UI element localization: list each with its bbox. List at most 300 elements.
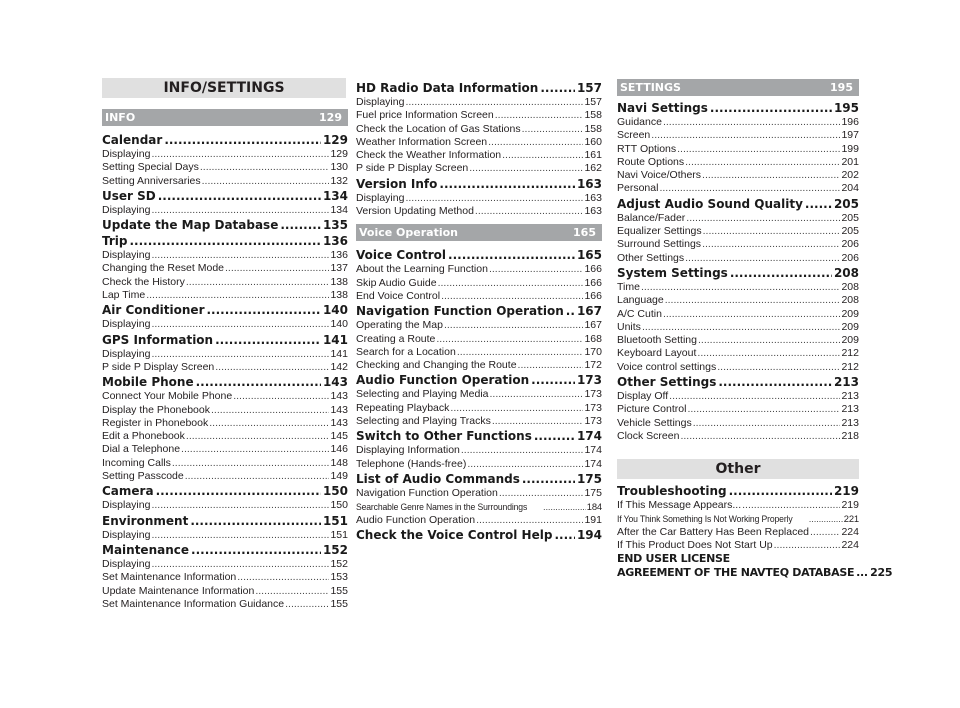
toc-chapter-heading[interactable] [356, 176, 602, 192]
toc-entry[interactable] [356, 123, 602, 136]
toc-entry-label: Checking and Changing the Route [356, 359, 517, 372]
leader-dots [151, 499, 329, 512]
toc-entry-label: Guidance [617, 116, 662, 128]
toc-page-number: 209 [841, 320, 859, 333]
leader-dots [190, 513, 321, 529]
toc-chapter-heading[interactable] [617, 483, 859, 499]
toc-entry[interactable] [617, 308, 859, 321]
toc-entry[interactable] [617, 390, 859, 403]
toc-page-number: 163 [584, 205, 602, 218]
toc-entry[interactable] [356, 319, 602, 332]
toc-entry-label: Other Settings [617, 251, 685, 264]
toc-chapter-heading[interactable] [356, 527, 602, 543]
toc-entry[interactable] [356, 263, 602, 276]
toc-page-number: 175 [576, 471, 602, 486]
toc-page-number: 174 [576, 429, 602, 444]
toc-chapter-heading[interactable] [102, 542, 348, 558]
toc-entry[interactable] [356, 346, 602, 359]
toc-page-number: 191 [584, 513, 602, 526]
leader-dots [202, 175, 330, 188]
toc-entry-label: Check the History [102, 275, 185, 288]
leader-dots [717, 361, 840, 374]
leader-dots [522, 471, 575, 487]
toc-column-left [102, 109, 348, 611]
toc-entry[interactable] [617, 361, 859, 374]
leader-dots [703, 225, 841, 238]
leader-dots [697, 347, 840, 360]
leader-dots [405, 96, 583, 109]
toc-entry[interactable] [356, 290, 602, 303]
toc-page-number: 221 [843, 513, 859, 525]
toc-page-number: 213 [841, 416, 859, 429]
toc-entry-label: Update Maintenance Information [102, 584, 255, 597]
toc-page-number: 196 [841, 116, 859, 128]
toc-entry[interactable] [617, 499, 859, 512]
leader-dots [151, 204, 329, 217]
toc-page-number: 158 [584, 122, 602, 135]
toc-entry[interactable] [356, 415, 602, 428]
toc-page-number: 165 [576, 248, 602, 263]
eula-line-2 [617, 566, 893, 580]
section-bar-label: INFO [105, 111, 136, 124]
toc-page-number: 160 [584, 135, 602, 148]
toc-entry[interactable] [356, 402, 602, 415]
toc-entry-label: End Voice Control [356, 289, 441, 302]
toc-page-number: 134 [330, 203, 348, 216]
toc-page-number: 140 [330, 318, 348, 331]
toc-chapter-heading[interactable] [102, 233, 348, 249]
toc-entry-label: Creating a Route [356, 332, 436, 345]
section-bar-voice-operation[interactable] [356, 224, 602, 241]
toc-page-number: 167 [576, 304, 602, 319]
toc-page-number: 208 [841, 294, 859, 307]
leader-dots [211, 404, 329, 417]
toc-page-number: 167 [584, 319, 602, 332]
toc-heading-label: HD Radio Data Information [356, 81, 539, 95]
toc-chapter-heading[interactable] [102, 217, 348, 233]
leader-dots [810, 526, 840, 539]
toc-entry[interactable] [617, 294, 859, 307]
section-bar-page: 165 [573, 226, 596, 240]
leader-dots [531, 372, 575, 388]
toc-entry-label: If This Message Appears... [617, 499, 742, 511]
leader-dots [156, 483, 321, 499]
toc-entry-label: Displaying [102, 249, 151, 262]
toc-entry[interactable] [102, 318, 348, 331]
toc-page-number: 199 [841, 142, 859, 155]
toc-chapter-heading[interactable] [617, 100, 859, 116]
leader-dots [502, 149, 583, 162]
toc-entry[interactable] [617, 403, 859, 416]
toc-page-number: 145 [330, 430, 348, 443]
toc-page-number: 224 [841, 525, 859, 538]
toc-heading-label: Maintenance [102, 542, 190, 557]
leader-dots [677, 143, 840, 156]
toc-page-number: 224 [841, 538, 859, 551]
toc-entry[interactable] [617, 143, 859, 156]
toc-entry[interactable] [617, 417, 859, 430]
toc-entry-label: Selecting and Playing Media [356, 388, 489, 401]
toc-entry[interactable] [102, 361, 348, 374]
toc-page-number: 174 [584, 444, 602, 457]
toc-entry[interactable] [617, 252, 859, 265]
toc-page-number: 206 [841, 251, 859, 264]
toc-entry[interactable] [102, 558, 348, 571]
toc-page-number: 219 [841, 499, 859, 511]
toc-entry[interactable] [617, 539, 859, 552]
toc-entry[interactable] [102, 430, 348, 443]
toc-heading-label: Mobile Phone [102, 375, 194, 390]
toc-heading-label: GPS Information [102, 332, 214, 347]
toc-page-number: 173 [576, 373, 602, 388]
toc-entry-label: Version Updating Method [356, 205, 474, 218]
toc-entry[interactable] [356, 277, 602, 290]
leader-dots [742, 499, 840, 512]
leader-dots [651, 129, 840, 142]
toc-page-number: 129 [330, 148, 348, 160]
toc-chapter-heading[interactable] [102, 374, 348, 390]
toc-heading-label: List of Audio Commands [356, 471, 520, 486]
toc-chapter-heading[interactable] [102, 332, 348, 348]
leader-dots [730, 265, 832, 281]
toc-entry-label: P side P Display Screen [356, 162, 469, 175]
toc-entry[interactable] [356, 136, 602, 149]
toc-entry-label: Setting Anniversaries [102, 174, 201, 187]
toc-page-number: 174 [584, 457, 602, 470]
toc-entry[interactable] [356, 487, 602, 500]
leader-dots [186, 276, 330, 289]
toc-entry-label: Screen [617, 129, 651, 142]
other-banner: Other [617, 459, 859, 479]
leader-dots [809, 512, 843, 525]
toc-entry[interactable] [617, 526, 859, 539]
leader-dots [663, 308, 841, 321]
toc-entry-label: Voice control settings [617, 360, 717, 373]
toc-entry-label: Display Off [617, 390, 669, 403]
toc-page-number: 136 [322, 234, 348, 249]
toc-entry[interactable] [356, 96, 602, 109]
section-bar-info[interactable] [102, 109, 348, 126]
toc-page-number: 209 [841, 307, 859, 320]
toc-entry-label: If You Think Something Is Not Working Properly [617, 513, 793, 525]
toc-entry[interactable] [102, 417, 348, 430]
toc-entry[interactable] [617, 129, 859, 142]
toc-entry[interactable] [102, 204, 348, 217]
toc-entry-label: A/C Cutin [617, 307, 662, 320]
toc-entry-label: Displaying [102, 148, 151, 160]
toc-entry[interactable] [356, 514, 602, 527]
toc-entry[interactable] [617, 225, 859, 238]
toc-page-number: 142 [330, 360, 348, 373]
toc-entry-label: Set Maintenance Information Guidance [102, 597, 285, 610]
toc-entry[interactable] [617, 212, 859, 225]
leader-dots [685, 252, 840, 265]
toc-page-number: 143 [322, 375, 348, 390]
toc-entry[interactable] [102, 470, 348, 483]
toc-page-number: 206 [841, 238, 859, 251]
toc-entry[interactable] [102, 276, 348, 289]
toc-page-number: 138 [330, 275, 348, 288]
toc-chapter-heading[interactable] [356, 303, 602, 319]
toc-entry-label: Weather Information Screen [356, 135, 488, 148]
leader-dots [215, 332, 321, 348]
toc-page-number: 155 [330, 597, 348, 610]
toc-entry[interactable] [356, 458, 602, 471]
leader-dots [686, 212, 840, 225]
toc-entry[interactable] [102, 390, 348, 403]
toc-entry[interactable] [356, 500, 602, 513]
toc-entry[interactable] [356, 109, 602, 122]
toc-page-number: 140 [322, 303, 348, 318]
toc-entry[interactable] [102, 249, 348, 262]
toc-page-number: 146 [330, 443, 348, 456]
leader-dots [669, 390, 840, 403]
toc-entry-label: Incoming Calls [102, 456, 171, 469]
leader-dots [237, 571, 329, 584]
toc-chapter-heading[interactable] [617, 196, 859, 212]
toc-chapter-heading[interactable] [617, 265, 859, 281]
toc-page-number: 148 [330, 456, 348, 469]
toc-entry[interactable] [617, 156, 859, 169]
toc-page-number: 195 [833, 101, 859, 115]
toc-entry[interactable] [102, 148, 348, 161]
leader-dots [554, 527, 574, 543]
toc-column-right [617, 79, 859, 443]
leader-dots [702, 169, 840, 182]
leader-dots [280, 217, 321, 233]
toc-page-number: 150 [322, 484, 348, 499]
toc-entry[interactable] [102, 585, 348, 598]
toc-entry[interactable] [102, 499, 348, 512]
leader-dots [444, 319, 584, 332]
toc-eula-entry[interactable] [617, 552, 893, 580]
toc-heading-label: Check the Voice Control Help [356, 527, 553, 542]
toc-entry[interactable] [617, 182, 859, 195]
toc-heading-label: Navigation Function Operation [356, 304, 564, 319]
toc-entry-label: Changing the Reset Mode [102, 262, 224, 275]
toc-entry[interactable] [617, 334, 859, 347]
toc-page-number: 138 [330, 289, 348, 302]
leader-dots [158, 188, 321, 204]
toc-entry[interactable] [617, 347, 859, 360]
section-bar-page: 195 [830, 81, 853, 94]
toc-page-number: 153 [330, 571, 348, 584]
toc-page-number: 166 [584, 263, 602, 276]
leader-dots [488, 136, 583, 149]
toc-entry[interactable] [356, 444, 602, 457]
toc-entry[interactable] [102, 175, 348, 188]
toc-entry[interactable] [356, 162, 602, 175]
toc-entry-label: Surround Settings [617, 238, 702, 251]
section-bar-label: SETTINGS [620, 81, 681, 94]
toc-entry[interactable] [356, 192, 602, 205]
toc-page-number: 184 [586, 501, 602, 513]
toc-page-number: 136 [330, 249, 348, 262]
leader-dots [566, 303, 575, 319]
leader-dots [200, 161, 330, 174]
toc-page-number: 150 [330, 499, 348, 512]
toc-entry-label: Set Maintenance Information [102, 571, 237, 584]
toc-entry-label: Setting Passcode [102, 470, 184, 483]
leader-dots [441, 290, 583, 303]
leader-dots [151, 558, 329, 571]
leader-dots [467, 458, 583, 471]
toc-page-number: 175 [584, 486, 602, 499]
toc-chapter-heading[interactable] [356, 372, 602, 388]
info-settings-banner: INFO/SETTINGS [102, 78, 346, 98]
toc-entry[interactable] [102, 161, 348, 174]
toc-entry[interactable] [102, 262, 348, 275]
toc-entry[interactable] [356, 333, 602, 346]
toc-column-right-other [617, 483, 893, 580]
toc-entry[interactable] [102, 289, 348, 302]
toc-heading-label: Navi Settings [617, 101, 708, 115]
toc-entry-label: Lap Time [102, 289, 146, 302]
toc-entry-label: Dial a Telephone [102, 443, 181, 456]
toc-entry-label: Balance/Fader [617, 211, 686, 224]
toc-chapter-heading[interactable] [356, 471, 602, 487]
toc-entry[interactable] [356, 149, 602, 162]
leader-dots [255, 585, 329, 598]
toc-page-number: 151 [322, 513, 348, 528]
toc-entry[interactable] [617, 430, 859, 443]
toc-heading-label: User SD [102, 188, 156, 203]
toc-page-number: 152 [330, 557, 348, 570]
leader-dots [172, 457, 330, 470]
toc-page-number: 152 [322, 542, 348, 557]
toc-entry[interactable] [356, 388, 602, 401]
toc-chapter-heading[interactable] [102, 513, 348, 529]
toc-page-number: 205 [841, 225, 859, 238]
toc-page-number: 194 [576, 527, 602, 542]
toc-entry-label: Navigation Function Operation [356, 486, 498, 499]
toc-chapter-heading[interactable] [102, 132, 348, 148]
toc-page-number: 213 [833, 375, 859, 390]
leader-dots [774, 539, 841, 552]
toc-entry[interactable] [617, 321, 859, 334]
toc-page-number: 205 [841, 211, 859, 224]
toc-page-number: 134 [322, 188, 348, 203]
leader-dots [710, 100, 832, 116]
toc-heading-label: Audio Function Operation [356, 373, 530, 388]
leader-dots [659, 182, 840, 195]
toc-entry[interactable] [617, 116, 859, 129]
toc-entry[interactable] [102, 457, 348, 470]
toc-page-number: 168 [584, 332, 602, 345]
leader-dots [475, 205, 584, 218]
toc-entry[interactable] [102, 443, 348, 456]
toc-page-number: 213 [841, 403, 859, 416]
toc-entry[interactable] [617, 169, 859, 182]
toc-page-number: 141 [322, 332, 348, 347]
leader-dots [856, 566, 868, 580]
toc-page-number: 129 [322, 133, 348, 147]
toc-entry-label: About the Learning Function [356, 263, 488, 276]
toc-entry[interactable] [102, 348, 348, 361]
toc-chapter-heading[interactable] [356, 247, 602, 263]
section-bar-page: 129 [319, 111, 342, 124]
toc-entry-label: Displaying [102, 499, 151, 512]
toc-page-number: 143 [330, 416, 348, 429]
toc-entry-label: Picture Control [617, 403, 687, 416]
leader-dots [540, 80, 575, 96]
toc-page-number: 166 [584, 276, 602, 289]
toc-entry[interactable] [617, 281, 859, 294]
toc-chapter-heading[interactable] [617, 374, 859, 390]
toc-page-number: 173 [584, 415, 602, 428]
toc-entry-label: Vehicle Settings [617, 416, 692, 429]
toc-heading-label: System Settings [617, 265, 728, 280]
toc-page-number: 172 [584, 359, 602, 372]
leader-dots [495, 109, 584, 122]
toc-entry-label: Displaying [102, 557, 151, 570]
toc-entry-label: Personal [617, 182, 659, 195]
toc-page-number: 201 [841, 155, 859, 168]
toc-entry[interactable] [102, 598, 348, 611]
leader-dots [215, 361, 329, 374]
leader-dots [207, 302, 321, 318]
toc-entry-label: Displaying [356, 191, 405, 204]
toc-chapter-heading[interactable] [356, 428, 602, 444]
toc-entry-label: Keyboard Layout [617, 347, 697, 360]
toc-chapter-heading[interactable] [102, 302, 348, 318]
toc-entry[interactable] [356, 205, 602, 218]
section-bar-label: Voice Operation [359, 226, 458, 240]
leader-dots [151, 318, 329, 331]
toc-entry-label: Displaying [102, 347, 151, 360]
leader-dots [476, 514, 583, 527]
leader-dots [439, 176, 575, 192]
toc-entry[interactable] [617, 512, 859, 525]
toc-page-number: 205 [833, 196, 859, 211]
leader-dots [490, 388, 584, 401]
leader-dots [492, 415, 584, 428]
toc-entry[interactable] [102, 404, 348, 417]
toc-entry-label: Search for a Location [356, 345, 456, 358]
toc-page-number: 166 [584, 289, 602, 302]
toc-page-number: 130 [330, 161, 348, 174]
toc-page-number: 170 [584, 345, 602, 358]
leader-dots [191, 542, 321, 558]
toc-entry[interactable] [102, 571, 348, 584]
toc-chapter-heading[interactable] [102, 483, 348, 499]
toc-entry-label: Displaying [102, 203, 151, 216]
toc-entry-label: Selecting and Playing Tracks [356, 415, 491, 428]
leader-dots [438, 277, 584, 290]
toc-page-number: 219 [833, 484, 859, 498]
toc-page-number: 204 [841, 182, 859, 195]
toc-entry[interactable] [617, 238, 859, 251]
toc-entry[interactable] [102, 529, 348, 542]
toc-chapter-heading[interactable] [102, 188, 348, 204]
toc-entry[interactable] [356, 359, 602, 372]
leader-dots [489, 263, 584, 276]
toc-entry-label: Skip Audio Guide [356, 276, 437, 289]
toc-page-number: 157 [584, 96, 602, 108]
toc-page-number: 173 [584, 401, 602, 414]
toc-entry-label: Equalizer Settings [617, 225, 702, 238]
eula-label: AGREEMENT OF THE NAVTEQ DATABASE [617, 566, 855, 580]
toc-chapter-heading[interactable] [356, 80, 602, 96]
toc-entry-label: Setting Special Days [102, 161, 199, 174]
toc-page-number: 161 [584, 149, 602, 162]
section-bar-settings[interactable] [617, 79, 859, 96]
toc-entry-label: Edit a Phonebook [102, 430, 185, 443]
leader-dots [185, 470, 330, 483]
toc-entry-label: P side P Display Screen [102, 360, 215, 373]
toc-entry-label: Operating the Map [356, 319, 443, 332]
leader-dots [130, 233, 321, 249]
